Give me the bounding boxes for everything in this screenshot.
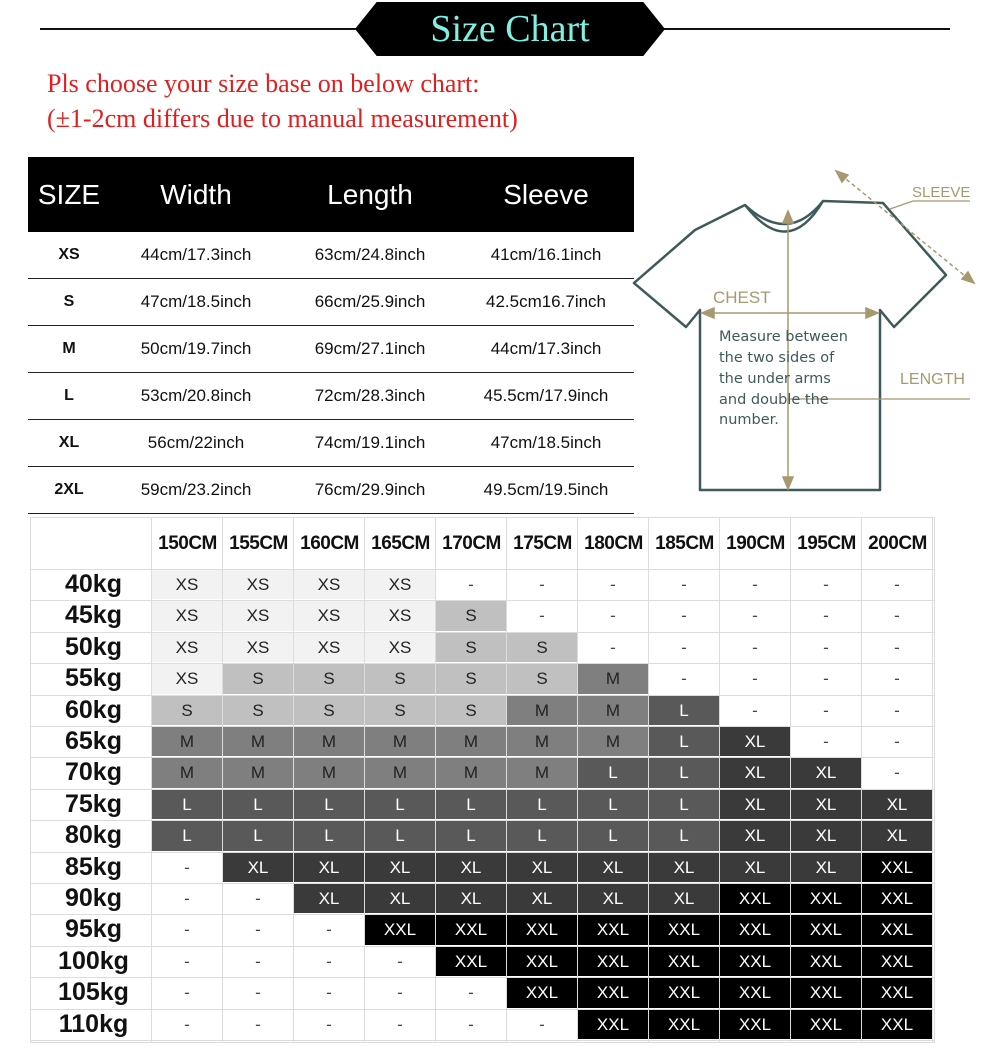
size-grid-cell: XS [152, 570, 222, 599]
size-grid-cell: - [397, 951, 403, 971]
size-grid-cell: XXL [862, 947, 932, 976]
size-grid-cell: XL [507, 853, 577, 882]
size-table-row [28, 279, 634, 326]
measure-instructions [719, 329, 848, 428]
size-grid-cell: XS [152, 664, 222, 693]
weight-row-label: 40kg [65, 570, 122, 598]
size-grid-cell: - [681, 606, 687, 626]
size-grid-cell: M [294, 758, 364, 787]
size-grid-cell: S [152, 696, 222, 725]
size-grid-cell: M [436, 758, 506, 787]
size-grid-cell: - [184, 983, 190, 1003]
page-title: Size Chart [430, 8, 590, 50]
weight-row-label: 100kg [58, 946, 129, 975]
size-grid-cell: L [649, 758, 719, 787]
height-column-header: 170CM [442, 533, 501, 554]
size-row-label: S [63, 293, 75, 310]
size-measure-cell: 56cm/22inch [147, 433, 245, 452]
size-grid-cell: M [152, 758, 222, 787]
size-grid-cell: XXL [862, 1010, 932, 1039]
grid-line [932, 517, 933, 1043]
size-grid-cell: M [223, 758, 293, 787]
size-grid-cell: - [894, 606, 900, 626]
size-grid-cell: - [752, 700, 758, 720]
size-grid-cell: XXL [862, 978, 932, 1007]
weight-row-label: 70kg [65, 758, 122, 787]
size-grid-cell: XL [223, 853, 293, 882]
size-grid-cell: S [507, 664, 577, 693]
weight-row-label: 110kg [58, 1009, 129, 1038]
size-measure-cell: 50cm/19.7inch [140, 339, 252, 358]
size-row-label: XL [58, 434, 80, 451]
size-grid-cell: L [365, 790, 435, 819]
size-grid-cell: - [823, 575, 829, 594]
weight-row-label: 55kg [65, 664, 122, 693]
size-grid-cell: M [507, 758, 577, 787]
weight-row-label: 45kg [65, 601, 122, 630]
size-grid-cell: - [752, 575, 758, 594]
size-grid-cell: XL [720, 758, 790, 787]
size-grid-cell: - [255, 889, 261, 908]
size-grid-cell: - [681, 669, 687, 689]
size-grid-cell: - [255, 1014, 261, 1034]
size-measure-cell: 47cm/18.5inch [490, 433, 602, 452]
size-grid-cell: - [894, 637, 900, 657]
weight-row-label: 105kg [58, 978, 129, 1007]
size-grid-cell: L [649, 790, 719, 819]
size-grid-cell: L [649, 727, 719, 756]
size-grid-cell: L [152, 790, 222, 819]
size-grid-cell: - [894, 732, 900, 751]
size-measure-cell: 63cm/24.8inch [314, 245, 426, 264]
size-row-label: L [64, 387, 74, 404]
grid-line [30, 1040, 935, 1041]
size-grid-cell: L [223, 821, 293, 850]
weight-row-label: 50kg [65, 632, 122, 661]
measure-line: the two sides of [719, 350, 835, 366]
size-measure-cell: 49.5cm/19.5inch [483, 480, 609, 499]
size-grid-cell: XS [152, 633, 222, 662]
height-column-header: 155CM [229, 533, 288, 554]
size-table-header [28, 157, 634, 232]
size-grid-cell: L [294, 790, 364, 819]
size-grid-cell: XXL [791, 915, 861, 944]
size-grid-cell: - [326, 983, 332, 1003]
size-grid-cell: XS [294, 601, 364, 630]
size-grid-cell: XXL [365, 915, 435, 944]
size-grid-cell: XL [365, 853, 435, 882]
size-grid-cell: XL [720, 821, 790, 850]
size-grid-cell: XXL [649, 978, 719, 1007]
size-grid-cell: XL [720, 790, 790, 819]
weight-row-label: 65kg [65, 727, 122, 755]
size-grid-cell: - [539, 606, 545, 626]
size-grid-cell: - [752, 606, 758, 626]
size-grid-cell: XXL [578, 978, 648, 1007]
size-grid-cell: L [578, 821, 648, 850]
measure-line: number. [719, 412, 779, 428]
size-grid-cell: S [436, 633, 506, 662]
size-grid-cell: XL [507, 884, 577, 913]
size-grid-cell: XXL [578, 947, 648, 976]
length-column-header: Length [327, 179, 413, 210]
size-grid-cell: XXL [507, 978, 577, 1007]
size-grid-cell: - [894, 700, 900, 720]
size-grid-cell: - [610, 575, 616, 594]
size-grid-cell: - [184, 920, 190, 940]
size-grid-cell: - [184, 857, 190, 877]
size-grid-cell: - [823, 669, 829, 689]
length-label: LENGTH [900, 371, 965, 388]
size-grid-cell: L [578, 758, 648, 787]
size-grid-cell: - [468, 983, 474, 1003]
size-grid-cell: M [294, 727, 364, 756]
size-row-label: 2XL [54, 481, 84, 498]
size-measure-cell: 44cm/17.3inch [490, 339, 602, 358]
weight-row-label: 80kg [65, 821, 122, 850]
size-grid-cell: - [823, 732, 829, 751]
size-measure-cell: 69cm/27.1inch [314, 339, 426, 358]
height-column-header: 190CM [726, 533, 785, 554]
size-grid-cell: XXL [578, 1010, 648, 1039]
size-grid-cell: XXL [791, 884, 861, 913]
size-measure-cell: 45.5cm/17.9inch [483, 386, 609, 405]
size-grid-cell: - [539, 1014, 545, 1034]
size-grid-cell: XXL [791, 978, 861, 1007]
size-grid-cell: XXL [649, 947, 719, 976]
size-grid-cell: L [294, 821, 364, 850]
height-column-header: 195CM [797, 533, 856, 554]
size-grid-cell: - [823, 637, 829, 657]
size-grid-cell: - [894, 763, 900, 783]
size-grid-cell: XL [436, 853, 506, 882]
size-table-row [28, 232, 634, 279]
height-column-header: 175CM [513, 533, 572, 554]
size-grid-cell: M [578, 727, 648, 756]
size-measure-cell: 66cm/25.9inch [314, 292, 426, 311]
size-grid-cell: XS [223, 570, 293, 599]
size-grid-cell: XL [720, 727, 790, 756]
size-column-header: SIZE [37, 179, 101, 210]
size-grid-cell: XXL [649, 1010, 719, 1039]
measure-line: Measure between [719, 329, 848, 345]
size-grid-cell: - [255, 983, 261, 1003]
width-column-header: Width [160, 179, 232, 210]
size-grid-cell: XS [223, 601, 293, 630]
size-table-body [28, 232, 634, 514]
size-grid-cell: M [152, 727, 222, 756]
sleeve-column-header: Sleeve [503, 179, 589, 210]
size-grid-cell: - [184, 1014, 190, 1034]
size-grid-cell: M [436, 727, 506, 756]
size-grid-cell: XL [365, 884, 435, 913]
size-grid-cell: L [649, 696, 719, 725]
size-grid-cell: - [610, 637, 616, 657]
size-grid-cell: M [365, 758, 435, 787]
size-grid-cell: XS [365, 601, 435, 630]
size-grid-cell: XL [436, 884, 506, 913]
size-grid-cell: - [255, 920, 261, 940]
size-grid-cell: M [365, 727, 435, 756]
size-grid-cell: XL [791, 821, 861, 850]
size-grid-cell: - [326, 1014, 332, 1034]
size-grid-cell: XL [791, 758, 861, 787]
size-grid-cell: XXL [720, 915, 790, 944]
size-measure-cell: 74cm/19.1inch [314, 433, 426, 452]
size-grid-cell: S [436, 664, 506, 693]
weight-row-label: 75kg [65, 789, 122, 818]
size-grid-cell: - [184, 951, 190, 971]
size-grid-cell: - [255, 951, 261, 971]
chest-arrow-icon [702, 308, 878, 318]
size-measure-cell: 72cm/28.3inch [314, 386, 426, 405]
size-grid-cell: XL [862, 790, 932, 819]
size-row-label: M [62, 340, 76, 357]
size-grid-cell: XL [649, 884, 719, 913]
size-grid-cell: L [578, 790, 648, 819]
height-column-header: 160CM [300, 533, 359, 554]
weight-row-label: 85kg [65, 852, 122, 881]
size-grid-cell: S [365, 664, 435, 693]
size-grid-cell: XXL [649, 915, 719, 944]
size-grid-cell: XL [649, 853, 719, 882]
measure-line: the under arms [719, 371, 831, 387]
size-measure-cell: 47cm/18.5inch [140, 292, 252, 311]
size-measure-cell: 42.5cm16.7inch [485, 292, 607, 311]
size-grid-cell: - [823, 700, 829, 720]
size-grid-cell: - [539, 575, 545, 594]
size-note: Pls choose your size base on below chart: [47, 69, 480, 98]
size-grid-cell: L [152, 821, 222, 850]
size-grid-cell: M [223, 727, 293, 756]
size-grid-cell: XXL [720, 884, 790, 913]
size-grid-cell: - [326, 920, 332, 940]
size-grid-cell: XXL [436, 947, 506, 976]
size-table-row [28, 373, 634, 420]
weight-row-label: 90kg [65, 884, 122, 912]
size-grid-cell: - [184, 889, 190, 908]
size-measure-cell: 53cm/20.8inch [140, 386, 252, 405]
measurement-note: (±1-2cm differs due to manual measurement) [47, 104, 518, 133]
height-column-header: 185CM [655, 533, 714, 554]
size-grid-cell: L [649, 821, 719, 850]
sleeve-label: SLEEVE [912, 184, 971, 201]
size-grid-cell: XS [152, 601, 222, 630]
size-grid-cell: L [436, 821, 506, 850]
size-grid-cell: XL [791, 790, 861, 819]
size-grid-cell: - [397, 1014, 403, 1034]
height-column-header: 165CM [371, 533, 430, 554]
size-grid-cell: - [752, 637, 758, 657]
size-grid-cell: S [436, 601, 506, 630]
size-grid-cell: XL [294, 853, 364, 882]
size-grid-cell: L [223, 790, 293, 819]
size-grid-cell: - [468, 1014, 474, 1034]
size-measure-cell: 59cm/23.2inch [140, 480, 252, 499]
size-grid-cell: - [326, 951, 332, 971]
size-grid-cell: XS [294, 633, 364, 662]
height-column-header: 180CM [584, 533, 643, 554]
size-grid-cell: XXL [436, 915, 506, 944]
size-grid-cell: XXL [507, 915, 577, 944]
size-grid-cell: M [507, 727, 577, 756]
weight-row-label: 60kg [65, 695, 122, 724]
size-grid-cell: XXL [720, 947, 790, 976]
size-grid-cell: S [365, 696, 435, 725]
size-grid-cell: XL [578, 853, 648, 882]
size-grid-cell: XXL [862, 915, 932, 944]
size-grid-cell: - [397, 983, 403, 1003]
size-grid-cell: XL [720, 853, 790, 882]
size-grid-cell: XXL [791, 947, 861, 976]
size-table-row [28, 467, 634, 514]
size-measure-cell: 44cm/17.3inch [140, 245, 252, 264]
size-grid-cell: XXL [720, 978, 790, 1007]
size-grid-cell: - [894, 575, 900, 594]
height-column-header: 150CM [158, 533, 217, 554]
size-measure-cell: 41cm/16.1inch [490, 245, 602, 264]
measure-line: and double the [719, 392, 829, 408]
size-grid-cell: S [507, 633, 577, 662]
size-grid-cell: - [894, 669, 900, 689]
size-grid-cell: S [294, 696, 364, 725]
size-grid-cell: - [681, 575, 687, 594]
size-measure-cell: 76cm/29.9inch [314, 480, 426, 499]
size-grid-cell: XS [365, 570, 435, 599]
size-grid-cell: XXL [862, 884, 932, 913]
size-grid-cell: XXL [578, 915, 648, 944]
size-grid-cell: XL [578, 884, 648, 913]
size-grid-cell: XS [294, 570, 364, 599]
size-grid-cell: XL [862, 821, 932, 850]
size-grid-cell: XL [294, 884, 364, 913]
size-grid-cell: XXL [862, 853, 932, 882]
size-grid-cell: - [610, 606, 616, 626]
size-grid-cell: S [223, 664, 293, 693]
tshirt-measure-diagram [628, 165, 978, 495]
size-grid-cell: L [436, 790, 506, 819]
height-column-header: 200CM [868, 533, 927, 554]
size-spec-table [28, 157, 634, 514]
size-grid-cell: L [507, 821, 577, 850]
size-grid-cell: M [578, 696, 648, 725]
size-grid-cell: M [507, 696, 577, 725]
size-grid-cell: S [223, 696, 293, 725]
size-grid-cell: S [294, 664, 364, 693]
size-grid-cell: XXL [791, 1010, 861, 1039]
size-grid-cell: S [436, 696, 506, 725]
size-grid-cell: - [752, 669, 758, 689]
size-grid-cell: - [681, 637, 687, 657]
size-grid-cell: XS [365, 633, 435, 662]
size-row-label: XS [58, 246, 80, 263]
size-table-row [28, 326, 634, 373]
size-grid-cell: - [823, 606, 829, 626]
size-grid-cell: - [468, 575, 474, 594]
tshirt-outline-icon [634, 201, 946, 490]
size-table-row [28, 420, 634, 467]
size-grid-cell: XXL [507, 947, 577, 976]
size-grid-cell: XXL [720, 1010, 790, 1039]
weight-row-label: 95kg [65, 915, 122, 944]
size-grid-cell: XS [223, 633, 293, 662]
size-grid-cell: L [365, 821, 435, 850]
chest-label: CHEST [713, 288, 771, 307]
size-grid-cell: XL [791, 853, 861, 882]
size-grid-cell: L [507, 790, 577, 819]
size-grid-cell: M [578, 664, 648, 693]
